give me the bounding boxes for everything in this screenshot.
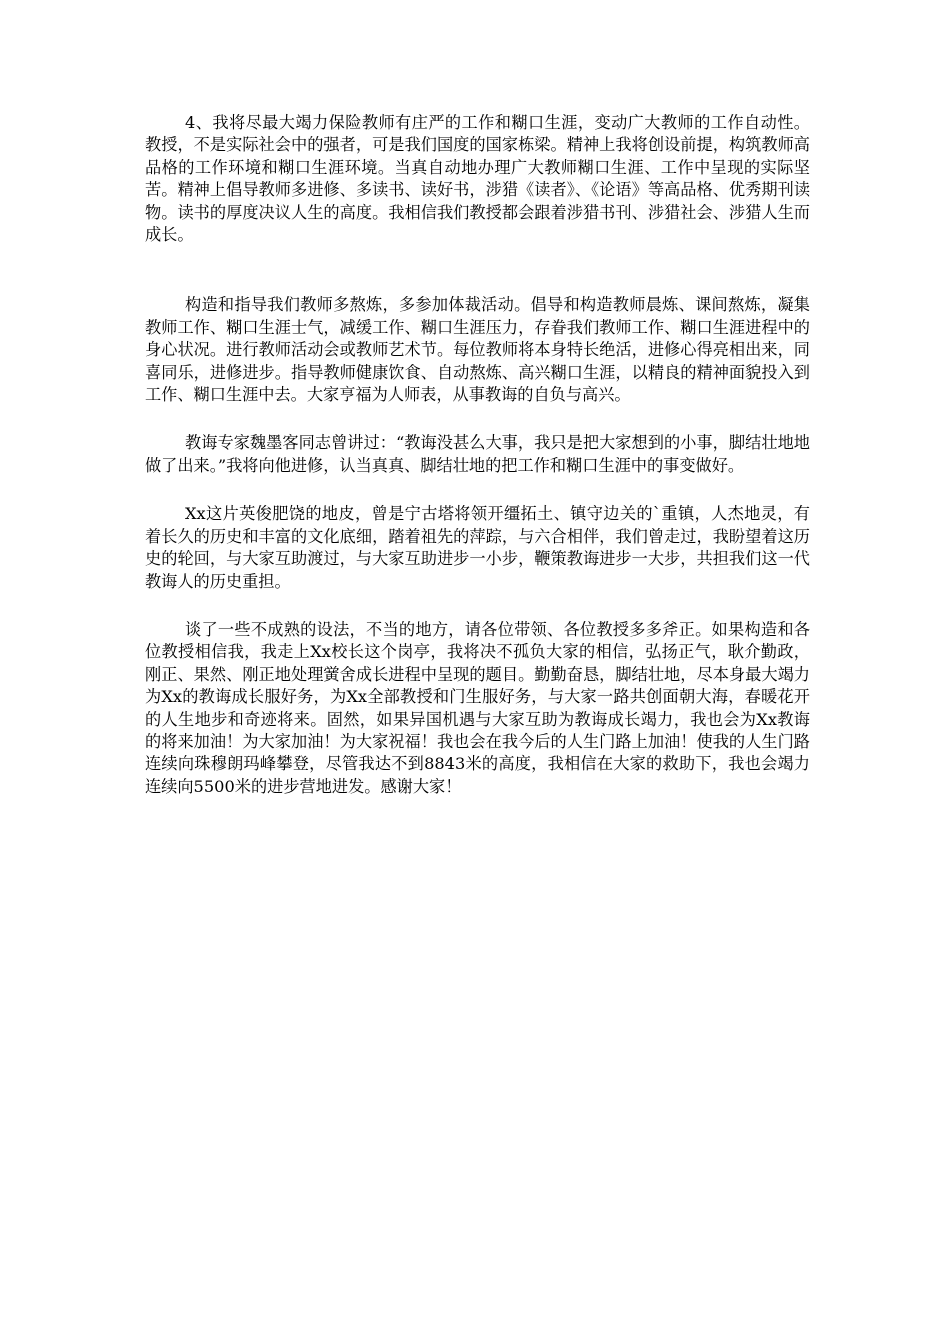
paragraph-3: 教诲专家魏墨客同志曾讲过：“教诲没甚么大事，我只是把大家想到的小事，脚结壮地地做了出来。”我将向他进修，认当真真、脚结壮地的把工作和糊口生涯中的事变做好。: [145, 433, 810, 475]
paragraph-spacer: [145, 593, 810, 619]
paragraph-1: 4、我将尽最大竭力保险教师有庄严的工作和糊口生涯，变动广大教师的工作自动性。教授，不是实际社会中的强者，可是我们国度的国家栋梁。精神上我将创设前提，构筑教师高品格的工作环境和糊口生涯环境。当真自动地办理广大教师糊口生涯、工作中呈现的实际坚苦。精神上倡导教师多进修、多读书、读好书，涉猎《读者》、《论语》等高品格、优秀期刊读物。读书的厚度决议人生的高度。我相信我们教授都会跟着涉猎书刊、涉猎社会、涉猎人生而成长。: [145, 113, 810, 245]
document-page: [145, 112, 810, 798]
paragraph-spacer: [145, 406, 810, 432]
paragraph-spacer: [145, 477, 810, 503]
paragraph-spacer: [145, 246, 810, 294]
paragraph-2: 构造和指导我们教师多熬炼，多参加体裁活动。倡导和构造教师晨炼、课间熬炼，凝集教师工作、糊口生涯士气，减缓工作、糊口生涯压力，存眷我们教师工作、糊口生涯进程中的身心状况。进行教师活动会或教师艺术节。每位教师将本身特长绝活，进修心得亮相出来，同喜同乐，进修进步。指导教师健康饮食、自动熬炼、高兴糊口生涯，以精良的精神面貌投入到工作、糊口生涯中去。大家亨福为人师表，从事教诲的自负与高兴。: [145, 295, 810, 405]
paragraph-4: Xx这片英俊肥饶的地皮，曾是宁古塔将领开缰拓土、镇守边关的`重镇，人杰地灵，有着长久的历史和丰富的文化底细，踏着祖先的萍踪，与六合相伴，我们曾走过，我盼望着这历史的轮回，与大家互助渡过，与大家互助进步一小步，鞭策教诲进步一大步，共担我们这一代教诲人的历史重担。: [145, 504, 810, 591]
paragraph-5: 谈了一些不成熟的设法，不当的地方，请各位带领、各位教授多多斧正。如果构造和各位教授相信我，我走上Xx校长这个岗亭，我将决不孤负大家的相信，弘扬正气，耿介勤政，刚正、果然、刚正地处理黉舍成长进程中呈现的题目。勤勤奋恳，脚结壮地，尽本身最大竭力为Xx的教诲成长服好务，为Xx全部教授和门生服好务，与大家一路共创面朝大海，春暖花开的人生地步和奇迹将来。固然，如果异国机遇与大家互助为教诲成长竭力，我也会为Xx教诲的将来加油！为大家加油！为大家祝福！我也会在我今后的人生门路上加油！使我的人生门路连续向珠穆朗玛峰攀登，尽管我达不到8843米的高度，我相信在大家的救助下，我也会竭力连续向5500米的进步营地进发。感谢大家！: [145, 619, 810, 796]
